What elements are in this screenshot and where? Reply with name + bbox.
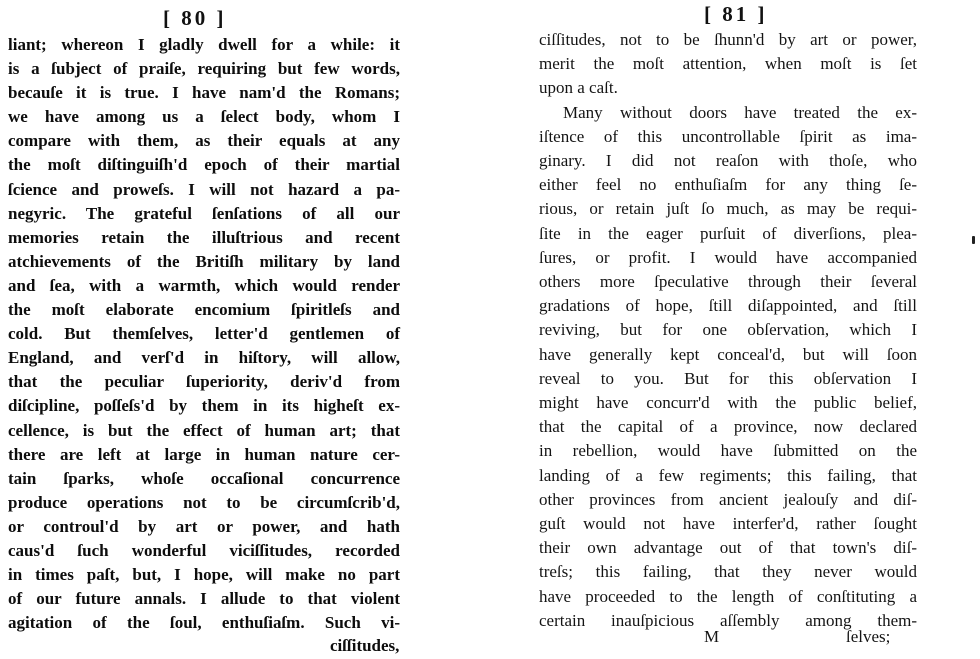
text-line: either feel no enthuſiaſm for any thing ſe-: [539, 175, 917, 195]
text-line: guſt would not have interfer'd, rather ſought: [539, 514, 917, 534]
text-line: the moſt diſtinguiſh'd epoch of their martial: [8, 155, 400, 175]
text-line: reviving, but for one obſervation, which I: [539, 320, 917, 340]
text-line: landing of a few regiments; this failing, that: [539, 465, 917, 485]
text-line: liant; whereon I gladly dwell for a while: it: [8, 35, 400, 54]
margin-blemish: [972, 236, 975, 244]
text-line: upon a caſt.: [539, 78, 618, 98]
text-line: agitation of the ſoul, enthuſiaſm. Such vi-: [8, 613, 400, 633]
text-line: Many without doors have treated the ex-: [563, 102, 917, 122]
text-line: cellence, is but the effect of human art; that: [8, 420, 400, 440]
text-line: atchievements of the Britiſh military by land: [8, 251, 400, 271]
text-line: cold. But themſelves, letter'd gentlemen of: [8, 324, 400, 344]
text-line: treſs; this failing, that they never would: [539, 562, 917, 582]
text-line: ginary. I did not reaſon with thoſe, who: [539, 151, 917, 171]
text-line: we have among us a ſelect body, whom I: [8, 107, 400, 127]
text-line: the moſt elaborate encomium ſpiritleſs and: [8, 300, 400, 320]
text-line: have proceeded to the length of conſtituting a: [539, 586, 917, 606]
page-number: [ 81 ]: [704, 2, 768, 26]
text-body: [8, 33, 400, 635]
text-line: in times paſt, but, I hope, will make no part: [8, 565, 400, 585]
text-line: or controul'd by art or power, and hath: [8, 516, 400, 536]
text-line: caus'd ſuch wonderful viciſſitudes, recorded: [8, 540, 400, 560]
signature-mark: M: [704, 627, 720, 646]
text-line: ſcience and proweſs. I will not hazard a pa-: [8, 179, 400, 199]
text-line: iſtence of this uncontrollable ſpirit as ima-: [539, 126, 917, 146]
text-line: memories retain the illuſtrious and recent: [8, 227, 400, 247]
text-line: becauſe it is true. I have nam'd the Romans;: [8, 83, 400, 103]
text-line: rious, or retain juſt ſo much, as may be requi-: [539, 199, 917, 219]
text-line: and ſea, with a warmth, which would render: [8, 275, 400, 295]
text-line: tain ſparks, whoſe occaſional concurrence: [8, 468, 400, 488]
text-line: certain inauſpicious aſſembly among them-: [539, 610, 917, 630]
text-line: others more ſpeculative through their ſeveral: [539, 272, 917, 292]
text-line: that the peculiar ſuperiority, deriv'd from: [8, 372, 400, 392]
text-line: reveal to you. But for this obſervation I: [539, 368, 917, 388]
text-line: merit the moſt attention, when moſt is ſet: [539, 54, 917, 74]
text-line: of our future annals. I allude to that violent: [8, 589, 400, 609]
catchword: ciſſitudes,: [330, 636, 400, 655]
text-line: might have concurr'd with the public belief,: [539, 393, 917, 413]
text-line: their own advantage out of that town's diſ-: [539, 538, 917, 558]
text-line: have generally kept conceal'd, but will ſoon: [539, 344, 917, 364]
text-line: gradations of hope, ſtill diſappointed, and ſtill: [539, 296, 917, 316]
text-line: England, and verſ'd in hiſtory, will allow,: [8, 348, 400, 368]
text-line: negyric. The grateful ſenſations of all our: [8, 203, 400, 223]
text-line: there are left at large in human nature cer-: [8, 444, 400, 464]
catchword: ſelves;: [846, 627, 891, 646]
text-line: other provinces from ancient jealouſy and diſ-: [539, 489, 917, 509]
text-line: that the capital of a province, now declared: [539, 417, 917, 437]
page-number: [ 80 ]: [163, 6, 227, 30]
text-line: ſures, or profit. I would have accompanied: [539, 247, 917, 267]
text-line: diſcipline, poſſeſs'd by them in its higheſt ex-: [8, 396, 400, 416]
text-line: ciſſitudes, not to be ſhunn'd by art or power,: [539, 30, 917, 49]
text-line: compare with them, as their equals at any: [8, 131, 400, 151]
text-body: [539, 28, 917, 633]
text-line: in rebellion, would have ſubmitted on the: [539, 441, 917, 461]
text-line: ſite in the eager purſuit of diverſions, plea-: [539, 223, 917, 243]
text-line: produce operations not to be circumſcrib'd,: [8, 492, 400, 512]
text-line: is a ſubject of praiſe, requiring but few words,: [8, 59, 400, 79]
right-page: [490, 0, 980, 659]
